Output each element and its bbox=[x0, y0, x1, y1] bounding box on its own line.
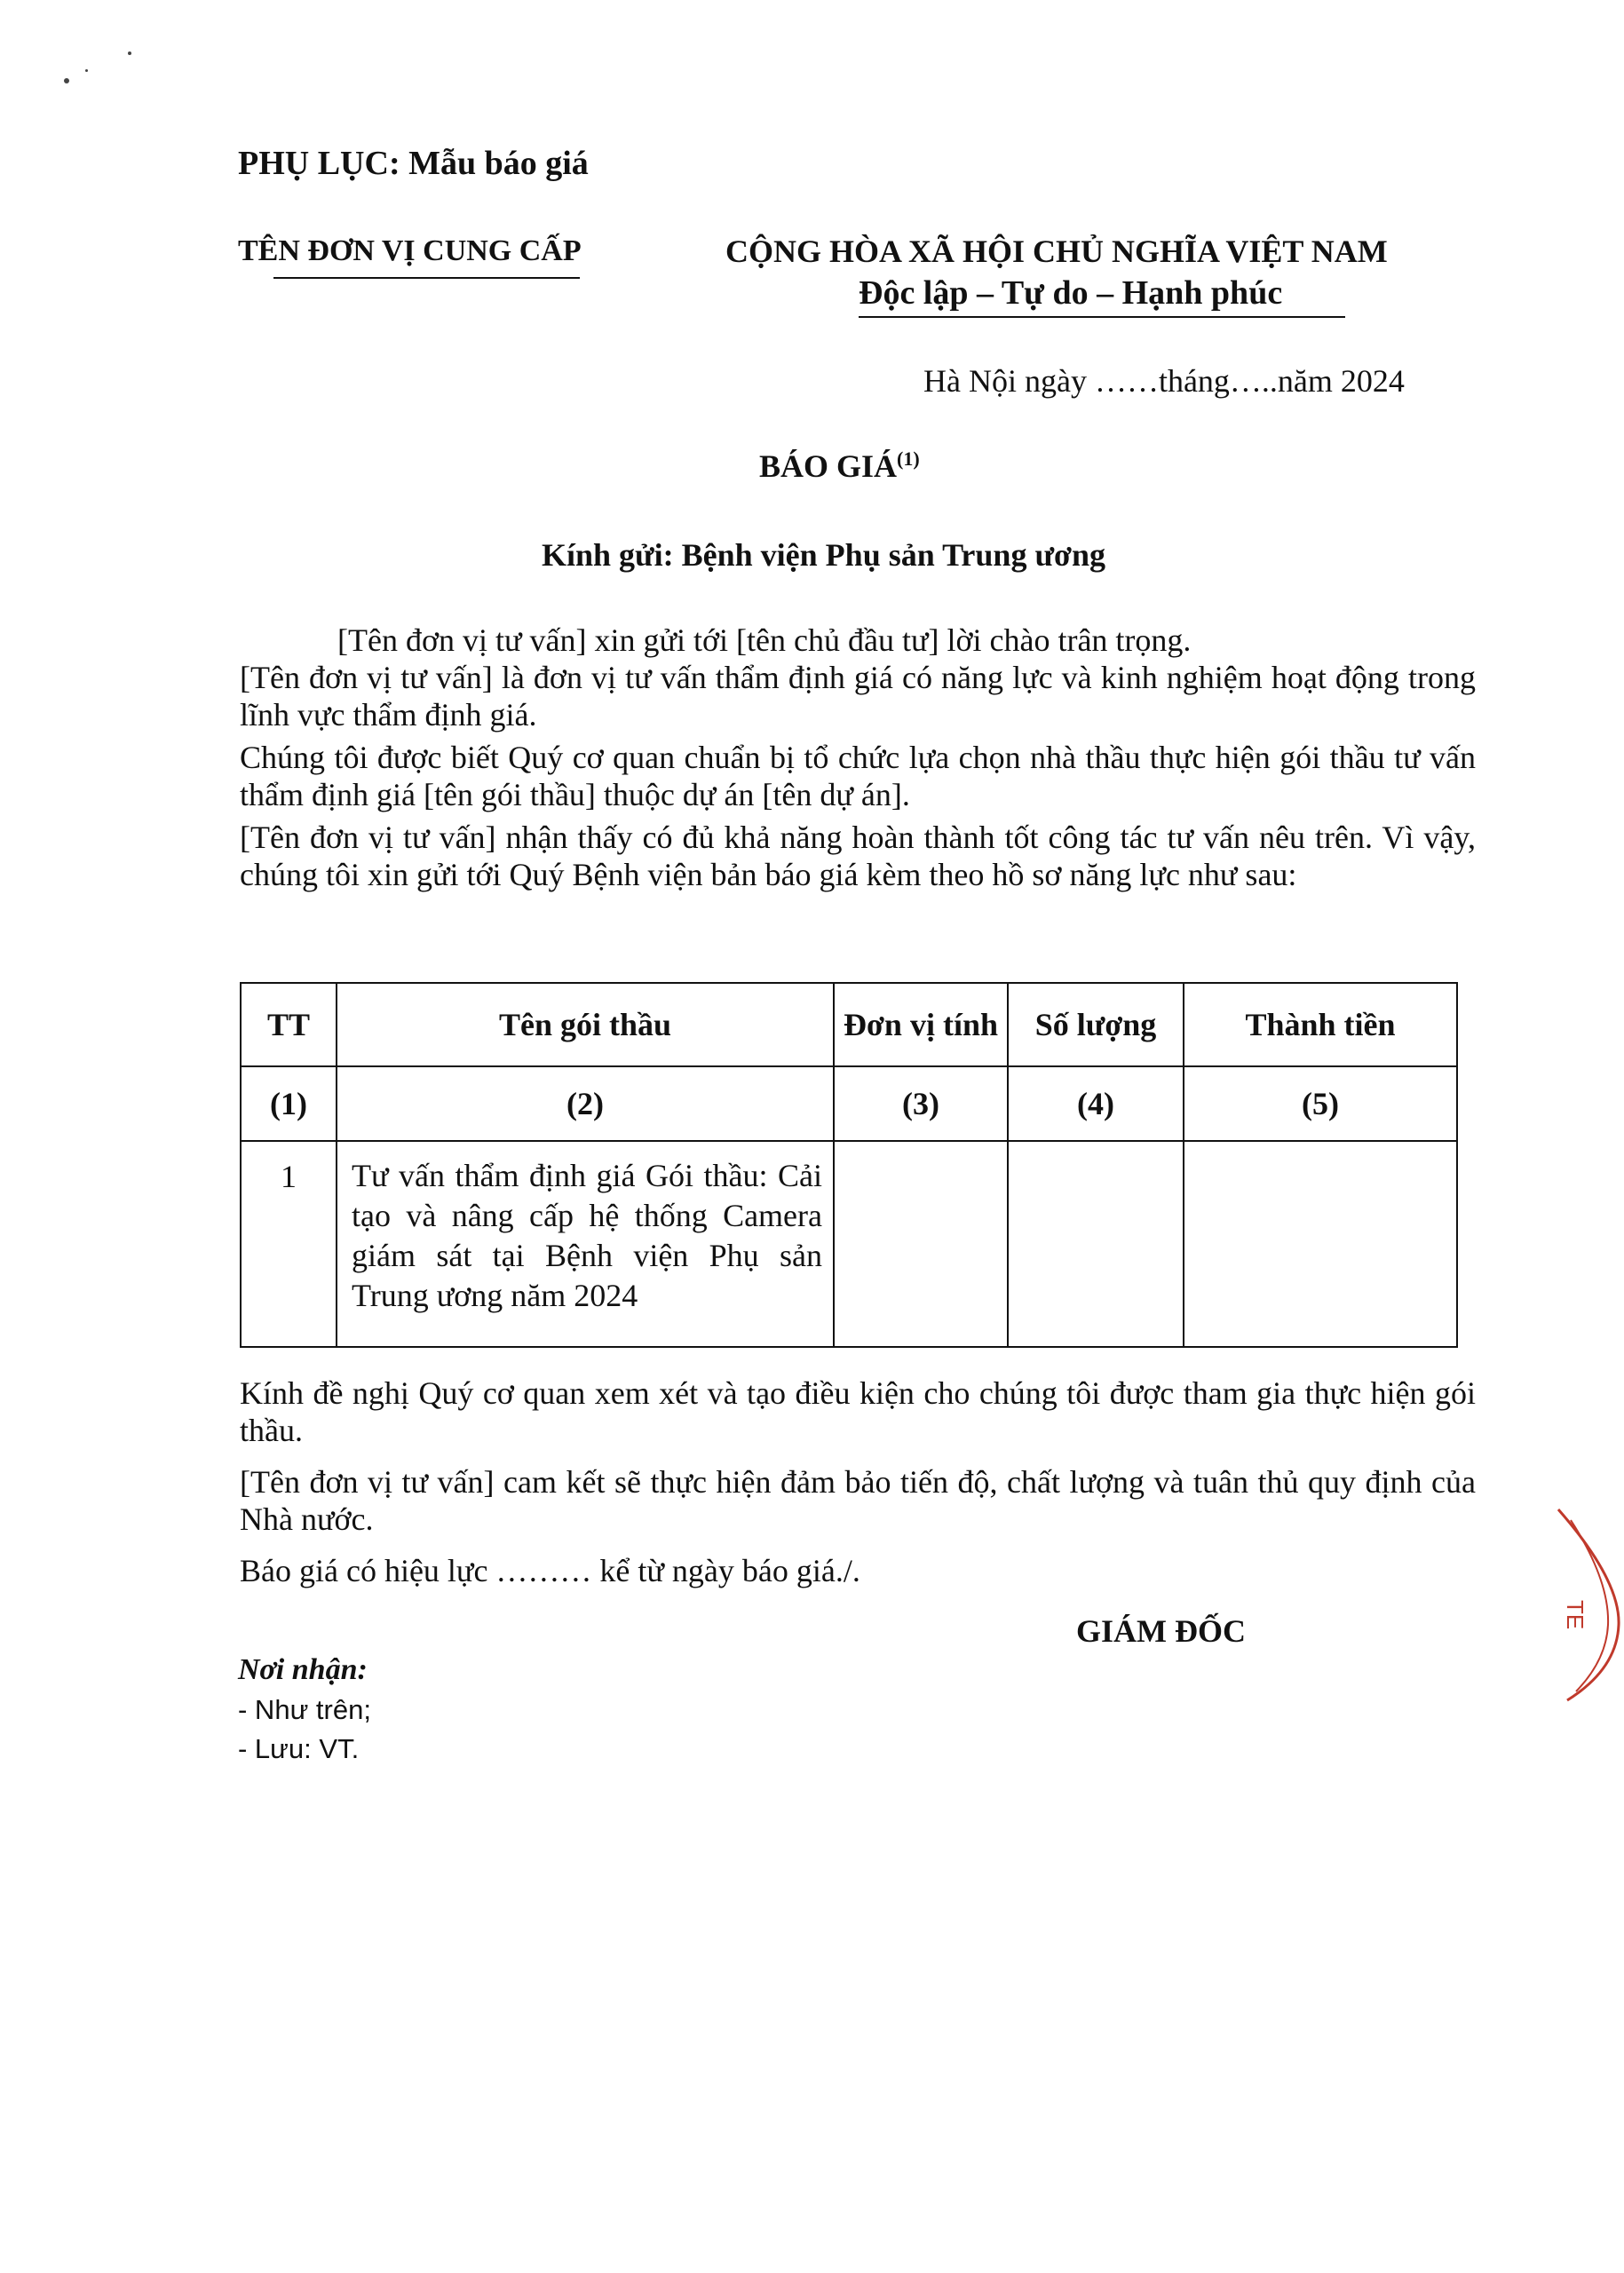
header-tt: TT bbox=[241, 983, 337, 1066]
title-note: (1) bbox=[897, 447, 920, 470]
row-tt: 1 bbox=[241, 1141, 337, 1347]
column-number: (4) bbox=[1008, 1066, 1184, 1141]
provider-name: TÊN ĐƠN VỊ CUNG CẤP bbox=[238, 234, 582, 267]
column-number: (5) bbox=[1184, 1066, 1457, 1141]
body-paragraph: [Tên đơn vị tư vấn] là đơn vị tư vấn thẩm định giá có năng lực và kinh nghiệm hoạt động trong lĩnh vực thẩm định giá. bbox=[240, 660, 1476, 733]
provider-underline bbox=[273, 277, 580, 279]
row-package-name: Tư vấn thẩm định giá Gói thầu: Cải tạo và nâng cấp hệ thống Camera giám sát tại Bệnh viện Phụ sản Trung ương năm 2024 bbox=[337, 1141, 834, 1347]
body-paragraph: Chúng tôi được biết Quý cơ quan chuẩn bị tổ chức lựa chọn nhà thầu thực hiện gói thầu tư vấn thẩm định giá [tên gói thầu] thuộc dự án [tên dự án]. bbox=[240, 740, 1476, 812]
body-paragraph: [Tên đơn vị tư vấn] nhận thấy có đủ khả năng hoàn thành tốt công tác tư vấn nêu trên. Vì vậy, chúng tôi xin gửi tới Quý Bệnh viện bản báo giá kèm theo hồ sơ năng lực như sau: bbox=[240, 820, 1476, 892]
motto: Độc lập – Tự do – Hạnh phúc bbox=[859, 274, 1283, 312]
column-number-row bbox=[241, 1066, 1457, 1141]
closing-paragraph: Kính đề nghị Quý cơ quan xem xét và tạo điều kiện cho chúng tôi được tham gia thực hiện gói thầu. bbox=[240, 1375, 1476, 1448]
document-title bbox=[759, 447, 920, 485]
signature-title: GIÁM ĐỐC bbox=[1076, 1613, 1246, 1649]
row-quantity bbox=[1008, 1141, 1184, 1347]
recipient-item: - Lưu: VT. bbox=[238, 1733, 360, 1764]
header-quantity: Số lượng bbox=[1008, 983, 1184, 1066]
closing-paragraph: Báo giá có hiệu lực ……… kể từ ngày báo giá./. bbox=[240, 1553, 860, 1588]
row-amount bbox=[1184, 1141, 1457, 1347]
scan-specks bbox=[53, 44, 160, 98]
table-row bbox=[241, 1141, 1457, 1347]
date-line: Hà Nội ngày ……tháng…..năm 2024 bbox=[923, 363, 1405, 399]
stamp-text: TE bbox=[1562, 1600, 1588, 1630]
column-number: (1) bbox=[241, 1066, 337, 1141]
column-number: (3) bbox=[834, 1066, 1008, 1141]
table-header-row bbox=[241, 983, 1457, 1066]
national-title: CỘNG HÒA XÃ HỘI CHỦ NGHĨA VIỆT NAM bbox=[725, 234, 1388, 269]
column-number: (2) bbox=[337, 1066, 834, 1141]
quote-table bbox=[240, 982, 1458, 1348]
stamp-fragment bbox=[1541, 1501, 1624, 1705]
header-amount: Thành tiền bbox=[1184, 983, 1457, 1066]
row-unit bbox=[834, 1141, 1008, 1347]
recipient-item: - Như trên; bbox=[238, 1694, 371, 1725]
recipients-label: Nơi nhận: bbox=[238, 1653, 368, 1686]
body-paragraph: [Tên đơn vị tư vấn] xin gửi tới [tên chủ đầu tư] lời chào trân trọng. bbox=[337, 622, 1192, 658]
title-text: BÁO GIÁ bbox=[759, 448, 898, 484]
header-package-name: Tên gói thầu bbox=[337, 983, 834, 1066]
closing-paragraph: [Tên đơn vị tư vấn] cam kết sẽ thực hiện đảm bảo tiến độ, chất lượng và tuân thủ quy định của Nhà nước. bbox=[240, 1464, 1476, 1537]
header-unit: Đơn vị tính bbox=[834, 983, 1008, 1066]
addressee: Kính gửi: Bệnh viện Phụ sản Trung ương bbox=[542, 537, 1106, 573]
motto-underline bbox=[859, 316, 1345, 318]
appendix-title: PHỤ LỤC: Mẫu báo giá bbox=[238, 145, 589, 182]
